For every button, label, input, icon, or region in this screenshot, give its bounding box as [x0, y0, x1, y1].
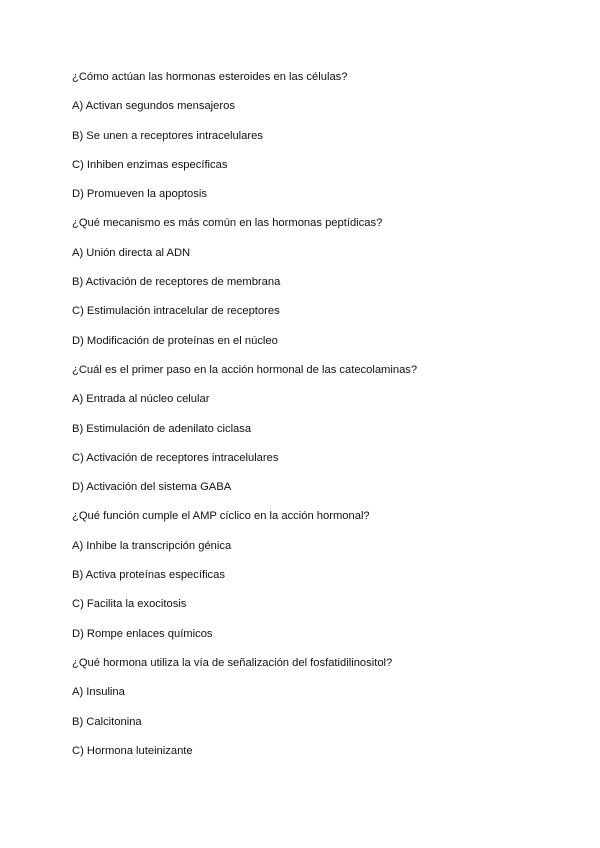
question-2-option-c: C) Estimulación intracelular de receptores	[72, 305, 280, 318]
question-1-option-c: C) Inhiben enzimas específicas	[72, 158, 228, 171]
question-2-option-a: A) Unión directa al ADN	[72, 246, 191, 259]
quiz-content	[72, 70, 542, 773]
question-3-option-a: A) Entrada al núcleo celular	[72, 393, 210, 406]
question-5-option-b: B) Calcitonina	[72, 715, 142, 728]
question-4-option-d: D) Rompe enlaces químicos	[72, 627, 213, 640]
question-3-option-c: C) Activación de receptores intracelulares	[72, 451, 279, 464]
question-1-prompt: ¿Cómo actúan las hormonas esteroides en las células?	[72, 71, 348, 83]
question-1-option-a: A) Activan segundos mensajeros	[72, 100, 235, 113]
question-5-option-c: C) Hormona luteinizante	[72, 744, 193, 757]
question-2-prompt: ¿Qué mecanismo es más común en las hormonas peptídicas?	[72, 217, 383, 230]
question-4-option-c: C) Facilita la exocitosis	[72, 598, 187, 611]
question-4-prompt: ¿Qué función cumple el AMP cíclico en la acción hormonal?	[72, 510, 370, 523]
question-2-option-d: D) Modificación de proteínas en el núcleo	[72, 334, 278, 347]
question-5-prompt: ¿Qué hormona utiliza la vía de señalización del fosfatidilinositol?	[72, 656, 393, 669]
question-3-option-d: D) Activación del sistema GABA	[72, 481, 232, 494]
question-1-option-d: D) Promueven la apoptosis	[72, 188, 207, 201]
question-2-option-b: B) Activación de receptores de membrana	[72, 276, 281, 289]
question-3-option-b: B) Estimulación de adenilato ciclasa	[72, 422, 252, 435]
question-3-prompt: ¿Cuál es el primer paso en la acción hormonal de las catecolaminas?	[72, 363, 418, 376]
question-4-option-a: A) Inhibe la transcripción génica	[72, 539, 232, 552]
question-5-option-a: A) Insulina	[72, 686, 125, 699]
question-1-option-b: B) Se unen a receptores intracelulares	[72, 129, 263, 142]
question-4-option-b: B) Activa proteínas específicas	[72, 569, 225, 582]
